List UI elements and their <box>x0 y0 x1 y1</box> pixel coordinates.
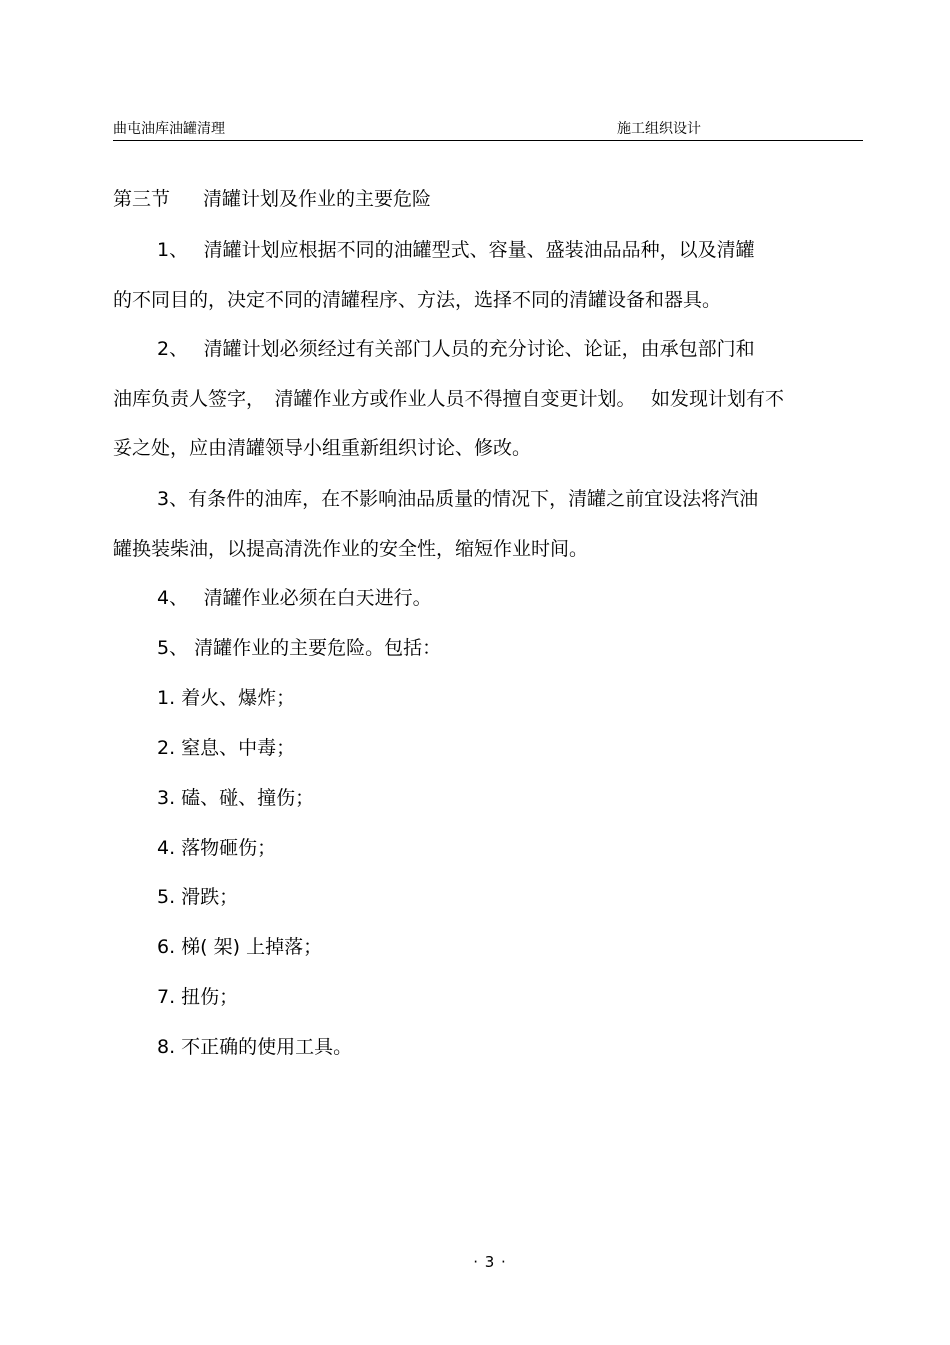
paragraph-3-line-1: 3、有条件的油库，在不影响油品质量的情况下，清罐之前宜设法将汽油 <box>157 488 759 510</box>
paragraph-1-line-2: 的不同目的，决定不同的清罐程序、方法，选择不同的清罐设备和器具。 <box>113 289 722 311</box>
header-title: 曲屯油库油罐清理 <box>113 121 225 137</box>
section-title: 清罐计划及作业的主要危险 <box>203 188 432 210</box>
paragraph-2-line-3: 妥之处，应由清罐领导小组重新组织讨论、修改。 <box>113 437 532 459</box>
paragraph-2-line-2: 油库负责人签字， 清罐作业方或作业人员不得擅自变更计划。 如发现计划有不 <box>113 388 785 410</box>
hazard-item: 5. 滑跌； <box>157 886 239 908</box>
paragraph-4: 4、 清罐作业必须在白天进行。 <box>157 587 432 609</box>
paragraph-5: 5、 清罐作业的主要危险。包括： <box>157 637 442 659</box>
page-number: · 3 · <box>473 1253 507 1271</box>
hazard-item: 7. 扭伤； <box>157 986 239 1008</box>
hazard-item: 2. 窒息、中毒； <box>157 737 296 759</box>
hazard-item: 4. 落物砸伤； <box>157 837 277 859</box>
paragraph-3-line-2: 罐换装柴油，以提高清洗作业的安全性，缩短作业时间。 <box>113 538 589 560</box>
paragraph-1-line-1: 1、 清罐计划应根据不同的油罐型式、容量、盛装油品品种，以及清罐 <box>157 239 755 261</box>
paragraph-2-line-1: 2、 清罐计划必须经过有关部门人员的充分讨论、论证，由承包部门和 <box>157 338 755 360</box>
header-subtitle: 施工组织设计 <box>617 121 701 137</box>
hazard-item: 8. 不正确的使用工具。 <box>157 1036 353 1058</box>
hazard-item: 6. 梯( 架) 上掉落； <box>157 936 323 958</box>
section-heading <box>113 188 431 210</box>
hazard-item: 1. 着火、爆炸； <box>157 687 296 709</box>
page-header <box>113 118 863 141</box>
hazard-item: 3. 磕、碰、撞伤； <box>157 787 315 809</box>
section-number: 第三节 <box>113 188 171 210</box>
